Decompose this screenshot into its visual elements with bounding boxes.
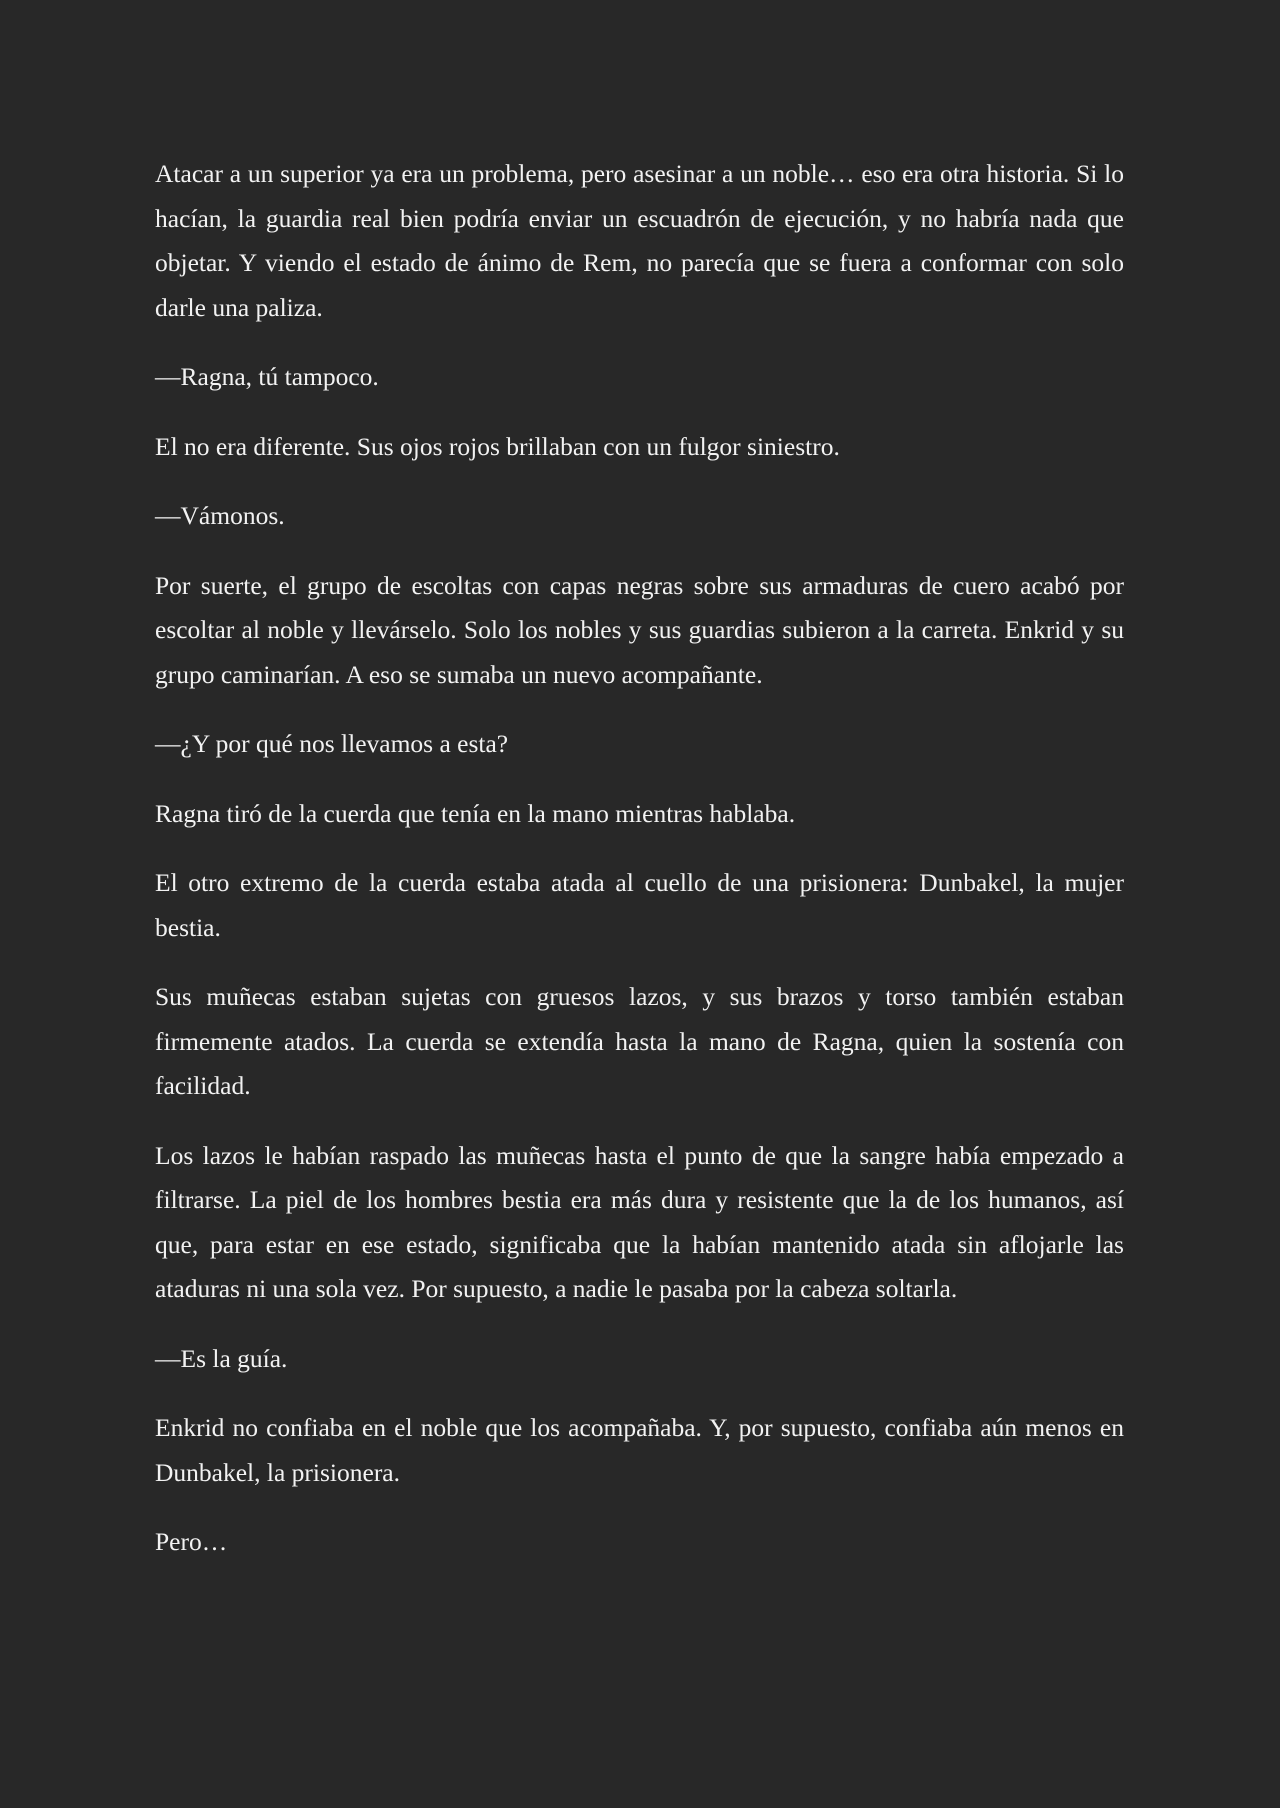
paragraph-5: Por suerte, el grupo de escoltas con capas negras sobre sus armaduras de cuero acabó por escoltar al noble y llevárselo. Solo los nobles y sus guardias subieron a la carreta. Enkrid y su grupo caminarían. A eso se sumaba un nuevo acompañante. <box>155 570 1124 689</box>
paragraph-13: Pero… <box>155 1527 228 1556</box>
paragraph-6-dialogue: —¿Y por qué nos llevamos a esta? <box>155 729 509 758</box>
paragraph-4-dialogue: —Vámonos. <box>155 501 285 530</box>
paragraph-8: El otro extremo de la cuerda estaba atada al cuello de una prisionera: Dunbakel, la mujer bestia. <box>155 868 1124 942</box>
paragraph-2-dialogue: —Ragna, tú tampoco. <box>155 362 379 391</box>
paragraph-3: El no era diferente. Sus ojos rojos brillaban con un fulgor siniestro. <box>155 431 840 461</box>
paragraph-12: Enkrid no confiaba en el noble que los acompañaba. Y, por supuesto, confiaba aún menos en Dunbakel, la prisionera. <box>155 1413 1124 1487</box>
paragraph-11-dialogue: —Es la guía. <box>155 1343 288 1373</box>
paragraph-1: Atacar a un superior ya era un problema, pero asesinar a un noble… eso era otra historia. Si lo hacían, la guardia real bien podría enviar un escuadrón de ejecución, y no habría nada que objetar. Y viendo el estado de ánimo de Rem, no parecía que se fuera a conformar con solo darle una paliza. <box>155 159 1124 322</box>
paragraph-10: Los lazos le habían raspado las muñecas hasta el punto de que la sangre había empezado a filtrarse. La piel de los hombres bestia era más dura y resistente que la de los humanos, así que, para estar en ese estado, significaba que la habían mantenido atada sin aflojarle las ataduras ni una sola vez. Por supuesto, a nadie le pasaba por la cabeza soltarla. <box>155 1140 1124 1303</box>
paragraph-7: Ragna tiró de la cuerda que tenía en la mano mientras hablaba. <box>155 798 796 828</box>
paragraph-9: Sus muñecas estaban sujetas con gruesos lazos, y sus brazos y torso también estaban firmemente atados. La cuerda se extendía hasta la mano de Ragna, quien la sostenía con facilidad. <box>155 982 1124 1100</box>
